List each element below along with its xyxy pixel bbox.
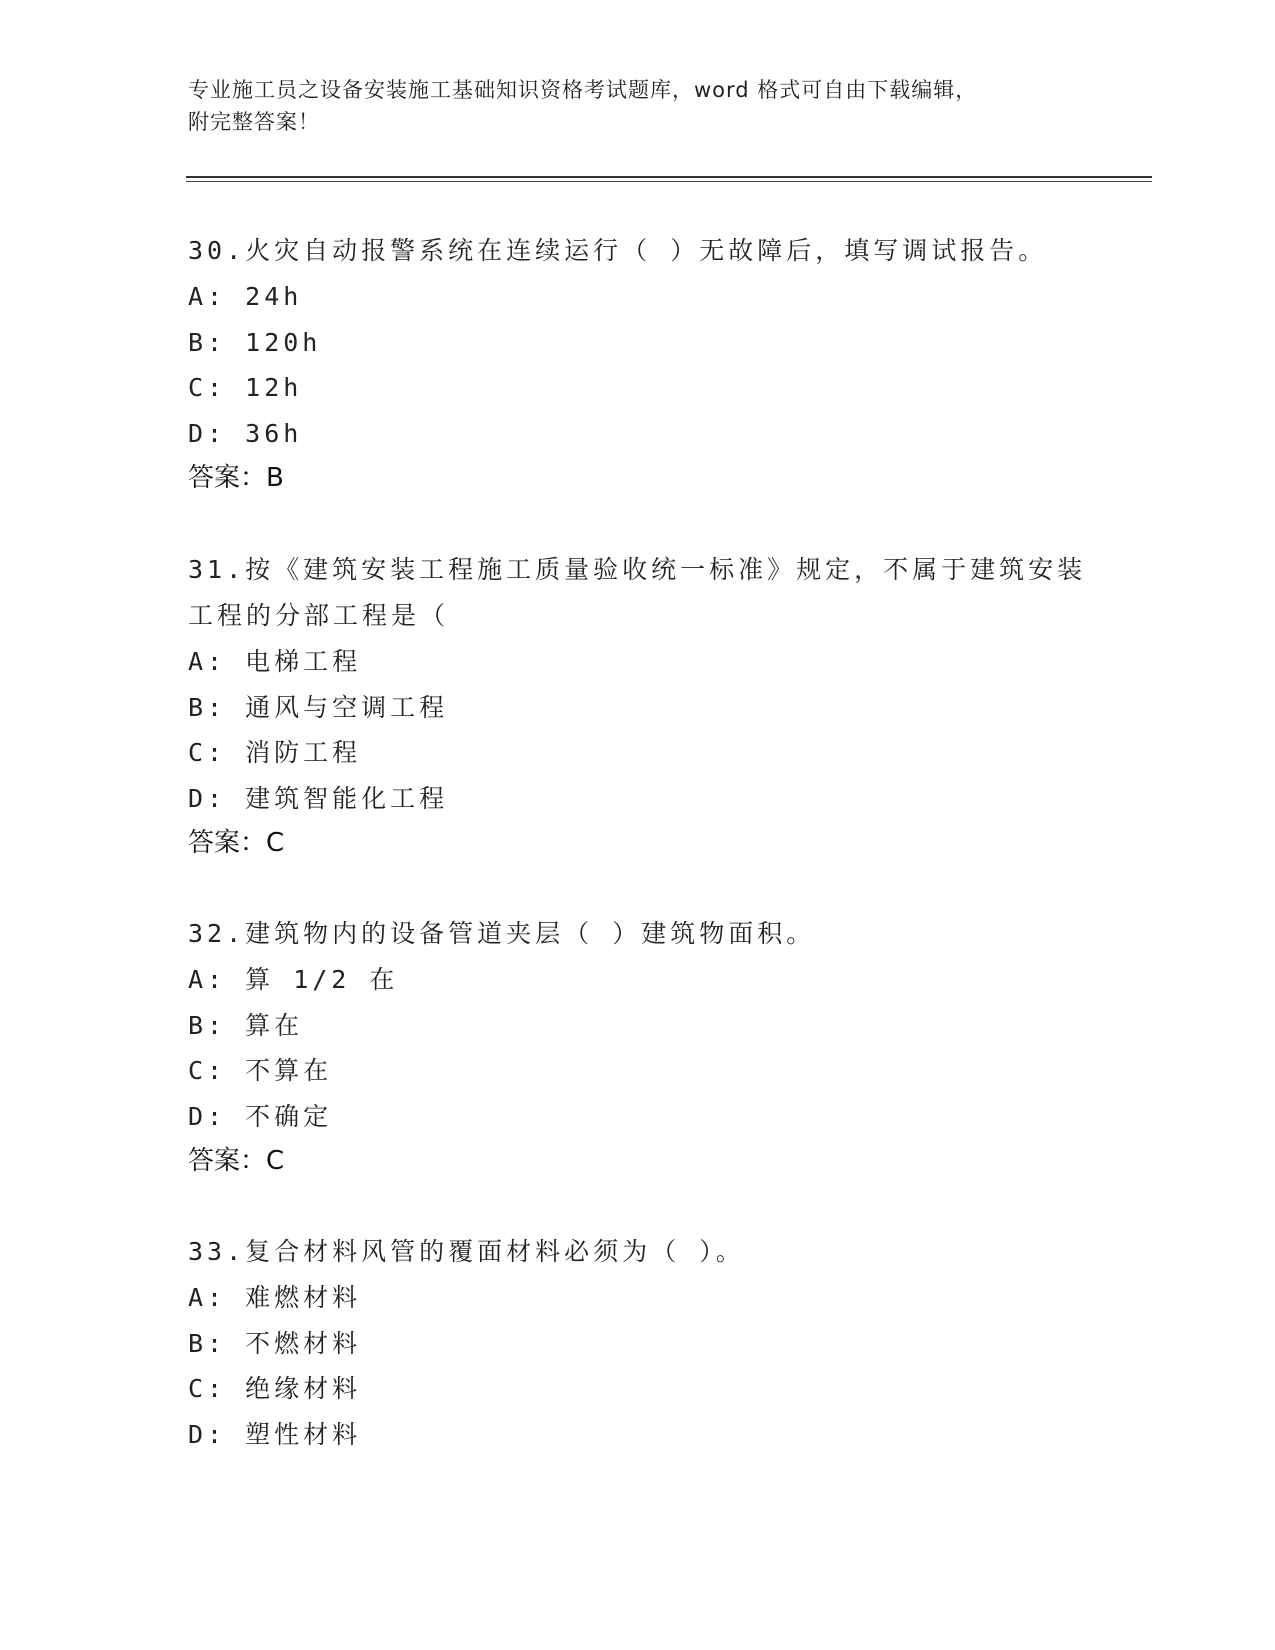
option-d: D: 36h: [188, 418, 303, 448]
header-line-2: 附完整答案！: [188, 110, 320, 134]
answer: 答案：C: [188, 828, 285, 858]
option-a: A: 难燃材料: [188, 1283, 362, 1312]
option-b: B: 通风与空调工程: [188, 692, 449, 722]
option-d: D: 不确定: [188, 1101, 333, 1131]
option-d: D: 建筑智能化工程: [188, 783, 449, 813]
option-c: C: 消防工程: [188, 738, 362, 767]
question-31: [188, 547, 1088, 865]
option-a: A: 24h: [188, 282, 303, 311]
option-c: C: 12h: [188, 373, 303, 402]
option-b: B: 120h: [188, 327, 322, 357]
question-stem: 33.复合材料风管的覆面材料必须为（ ）。: [188, 1237, 745, 1266]
question-33: [188, 1229, 1088, 1457]
question-32: [188, 911, 1088, 1183]
question-stem: 32.建筑物内的设备管道夹层（ ）建筑物面积。: [188, 919, 816, 948]
header-divider-thin: [186, 181, 1152, 182]
option-a: A: 算 1/2 在: [188, 965, 399, 994]
question-30: [188, 228, 1088, 500]
header-line-1: 专业施工员之设备安装施工基础知识资格考试题库，word 格式可自由下载编辑，: [188, 78, 978, 102]
option-b: B: 算在: [188, 1010, 304, 1040]
header-divider: [186, 176, 1152, 178]
document-header: [188, 74, 1078, 138]
option-b: B: 不燃材料: [188, 1328, 362, 1358]
question-stem: 30.火灾自动报警系统在连续运行（ ）无故障后，填写调试报告。: [188, 236, 1048, 265]
option-d: D: 塑性材料: [188, 1419, 362, 1449]
question-stem-continued: 工程的分部工程是（: [188, 601, 450, 630]
answer: 答案：C: [188, 1146, 285, 1176]
answer: 答案：B: [188, 463, 284, 493]
option-c: C: 不算在: [188, 1056, 333, 1085]
option-a: A: 电梯工程: [188, 647, 362, 676]
option-c: C: 绝缘材料: [188, 1374, 362, 1403]
question-stem: 31.按《建筑安装工程施工质量验收统一标准》规定，不属于建筑安装: [188, 555, 1087, 584]
